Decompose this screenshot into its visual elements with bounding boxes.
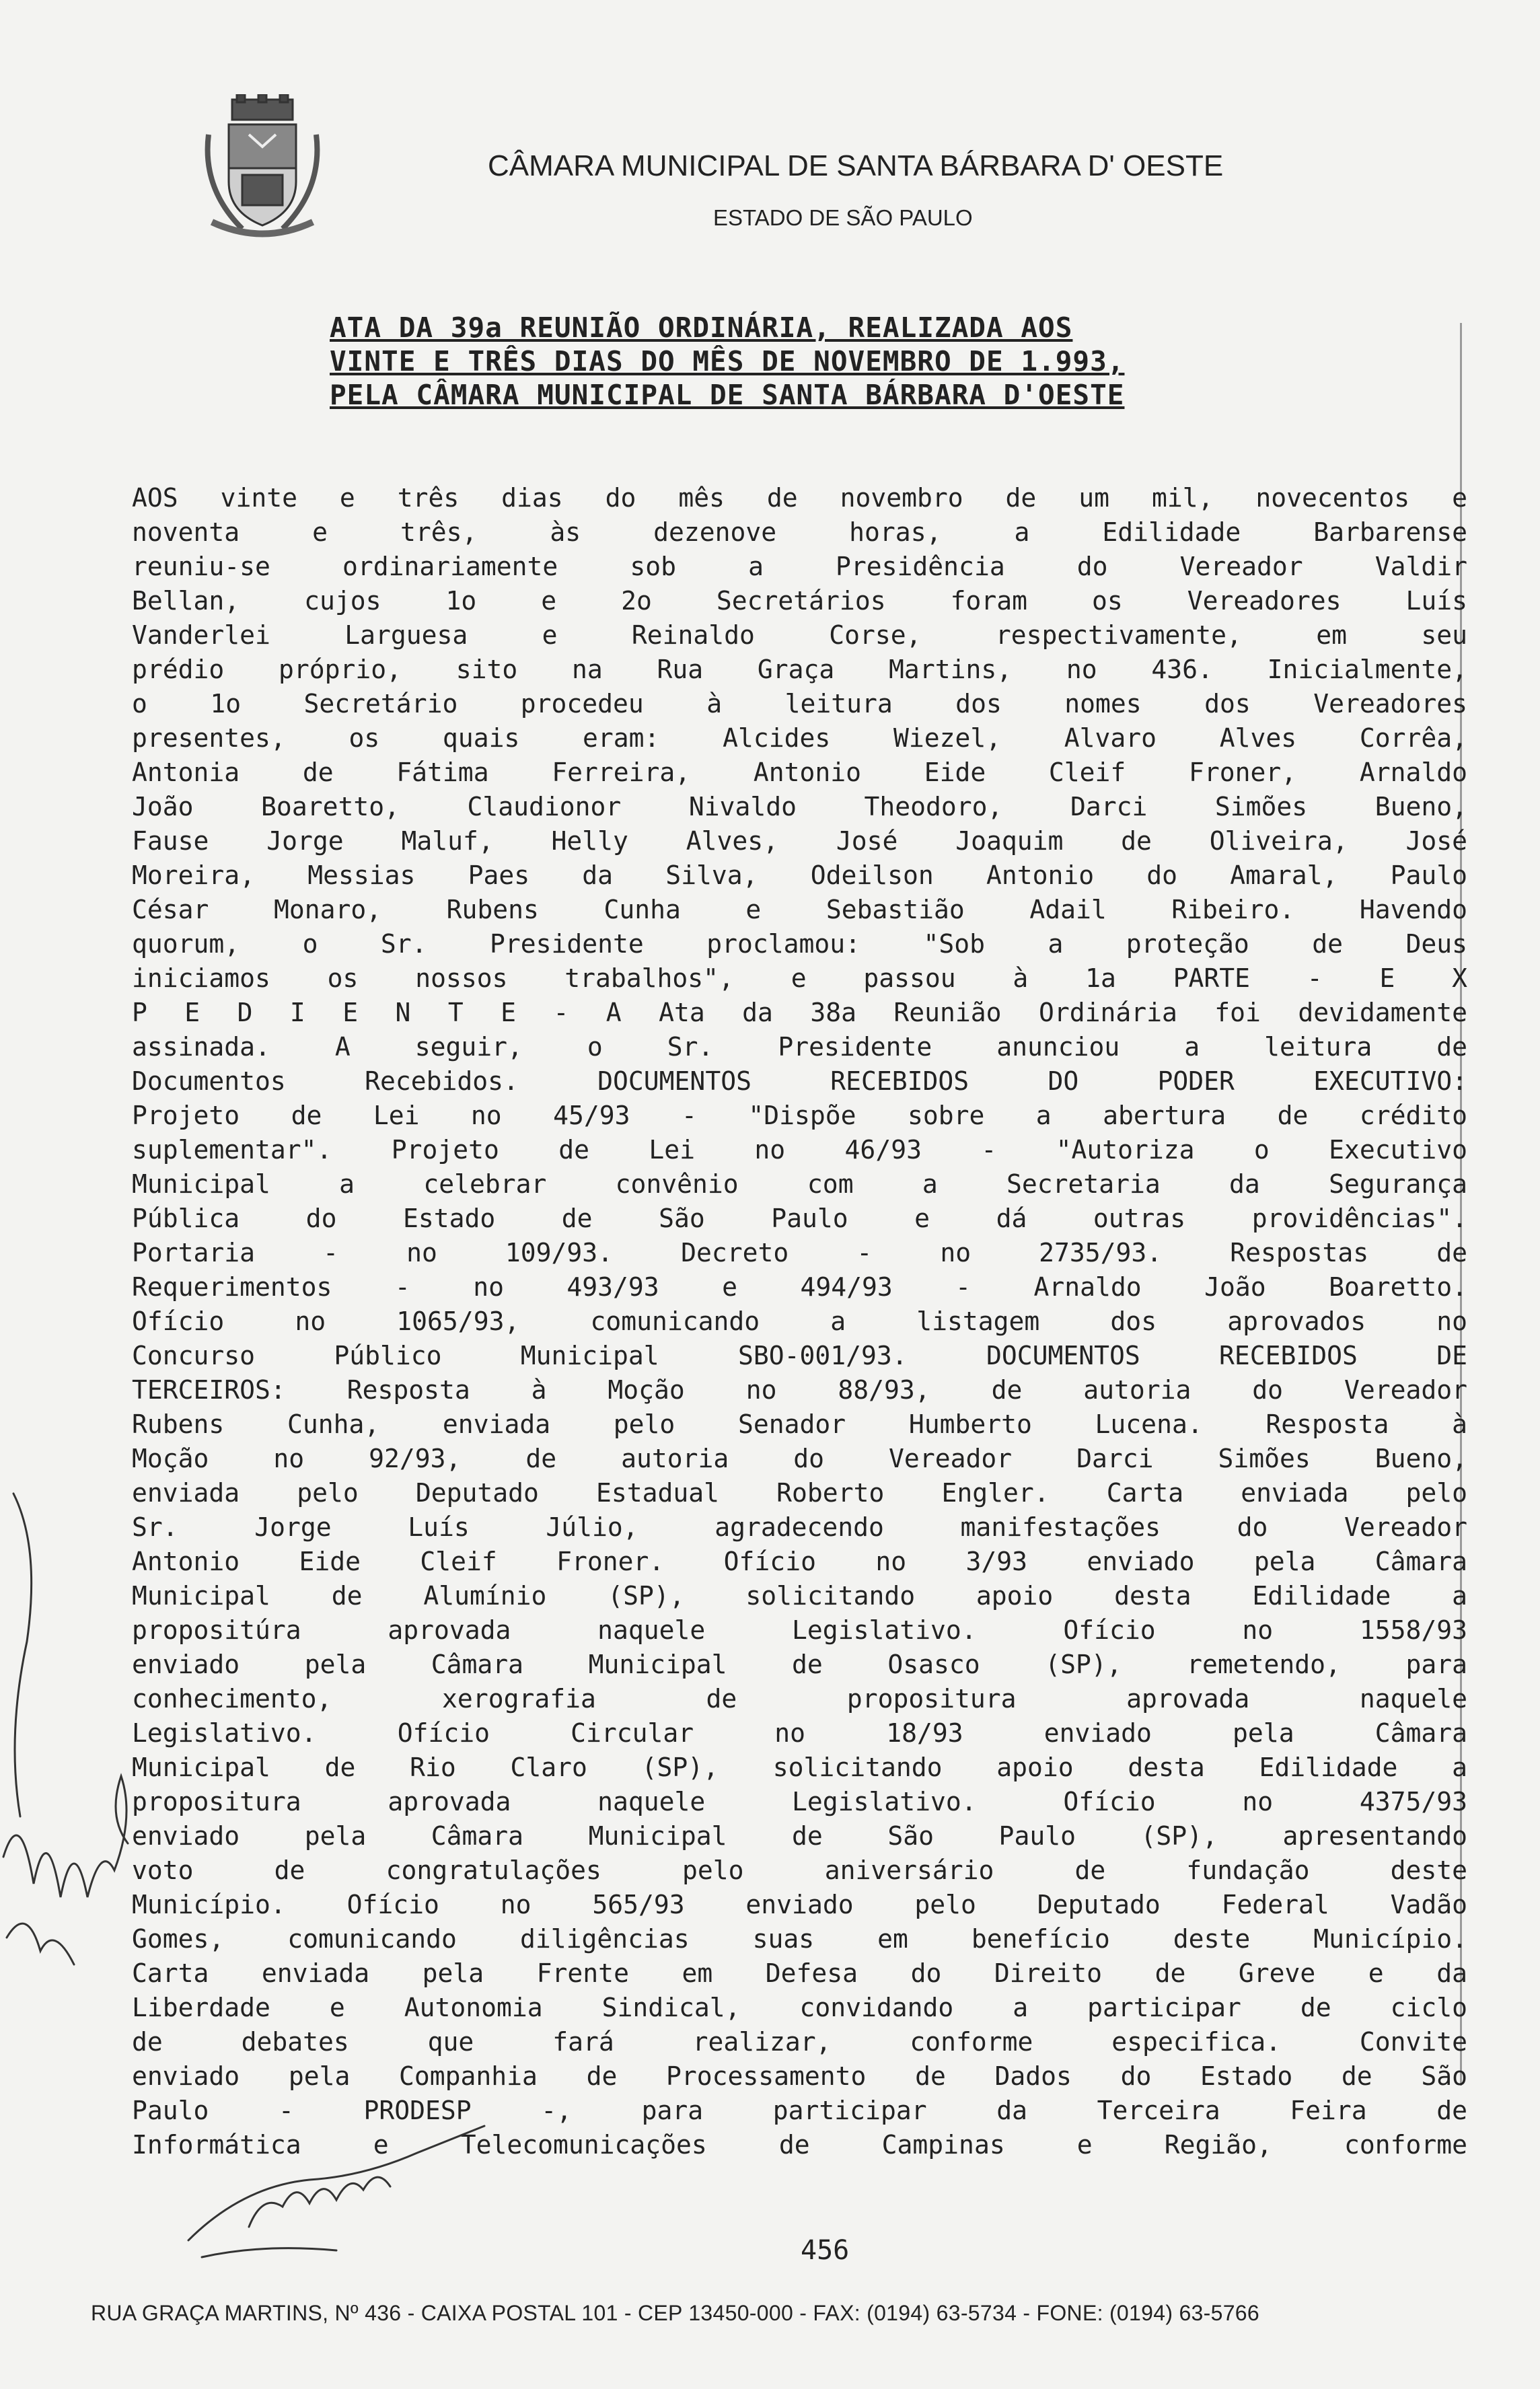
body-line: Legislativo. Ofício Circular no 18/93 enviado pela Câmara xyxy=(132,1718,1467,1748)
body-line: conhecimento, xerografia de propositura aprovada naquele xyxy=(132,1684,1467,1714)
body-line: TERCEIROS: Resposta à Moção no 88/93, de autoria do Vereador xyxy=(132,1375,1467,1405)
title-line: ATA DA 39a REUNIÃO ORDINÁRIA, REALIZADA AOS xyxy=(330,311,1073,344)
body-line: de debates que fará realizar, conforme especifica. Convite xyxy=(132,2027,1467,2057)
body-line: Municipal de Alumínio (SP), solicitando apoio desta Edilidade a xyxy=(132,1581,1467,1611)
body-line: propositúra aprovada naquele Legislativo. Ofício no 1558/93 xyxy=(132,1615,1467,1645)
body-line: propositura aprovada naquele Legislativo. Ofício no 4375/93 xyxy=(132,1787,1467,1816)
coat-of-arms-icon xyxy=(202,94,323,239)
document-body xyxy=(132,481,1467,2162)
header-subtitle: ESTADO DE SÃO PAULO xyxy=(713,205,973,230)
body-line: assinada. A seguir, o Sr. Presidente anunciou a leitura de xyxy=(132,1032,1467,1062)
body-line: João Boaretto, Claudionor Nivaldo Theodoro, Darci Simões Bueno, xyxy=(132,792,1467,821)
header-title: CÂMARA MUNICIPAL DE SANTA BÁRBARA D' OESTE xyxy=(488,149,1224,182)
body-line: noventa e três, às dezenove horas, a Edilidade Barbarense xyxy=(132,517,1467,547)
body-line: Antonio Eide Cleif Froner. Ofício no 3/93 enviado pela Câmara xyxy=(132,1547,1467,1576)
body-line: Paulo - PRODESP -, para participar da Terceira Feira de xyxy=(132,2096,1467,2125)
body-line: Gomes, comunicando diligências suas em benefício deste Município. xyxy=(132,1924,1467,1954)
page-number: 456 xyxy=(801,2235,850,2266)
signature-left xyxy=(0,1467,155,2005)
body-line: o 1o Secretário procedeu à leitura dos nomes dos Vereadores xyxy=(132,689,1467,719)
title-line: VINTE E TRÊS DIAS DO MÊS DE NOVEMBRO DE 1.993, xyxy=(330,345,1125,377)
body-line: Portaria - no 109/93. Decreto - no 2735/93. Respostas de xyxy=(132,1238,1467,1267)
body-line: enviado pela Câmara Municipal de Osasco (SP), remetendo, para xyxy=(132,1650,1467,1679)
body-line: Moção no 92/93, de autoria do Vereador Darci Simões Bueno, xyxy=(132,1444,1467,1473)
body-line: presentes, os quais eram: Alcides Wiezel, Alvaro Alves Corrêa, xyxy=(132,723,1467,753)
body-line: Sr. Jorge Luís Júlio, agradecendo manifestações do Vereador xyxy=(132,1512,1467,1542)
title-line: PELA CÂMARA MUNICIPAL DE SANTA BÁRBARA D'OESTE xyxy=(330,379,1125,411)
body-line: P E D I E N T E - A Ata da 38a Reunião Ordinária foi devidamente xyxy=(132,998,1467,1027)
body-line: Documentos Recebidos. DOCUMENTOS RECEBIDOS DO PODER EXECUTIVO: xyxy=(132,1066,1467,1096)
footer-address: RUA GRAÇA MARTINS, Nº 436 - CAIXA POSTAL 101 - CEP 13450-000 - FAX: (0194) 63-5734 - FONE: (0194) 63-5766 xyxy=(91,2301,1259,2325)
signature-bottom xyxy=(161,2112,498,2267)
body-line: Rubens Cunha, enviada pelo Senador Humberto Lucena. Resposta à xyxy=(132,1409,1467,1439)
body-line: Fause Jorge Maluf, Helly Alves, José Joaquim de Oliveira, José xyxy=(132,826,1467,856)
document-title xyxy=(330,311,1272,412)
body-line: enviado pela Câmara Municipal de São Paulo (SP), apresentando xyxy=(132,1821,1467,1851)
body-line: enviado pela Companhia de Processamento de Dados do Estado de São xyxy=(132,2061,1467,2091)
body-line: Liberdade e Autonomia Sindical, convidando a participar de ciclo xyxy=(132,1993,1467,2022)
body-line: Antonia de Fátima Ferreira, Antonio Eide Cleif Froner, Arnaldo xyxy=(132,758,1467,787)
body-line: Bellan, cujos 1o e 2o Secretários foram os Vereadores Luís xyxy=(132,586,1467,616)
body-line: voto de congratulações pelo aniversário de fundação deste xyxy=(132,1855,1467,1885)
body-line: Projeto de Lei no 45/93 - "Dispõe sobre a abertura de crédito xyxy=(132,1101,1467,1130)
body-line: Ofício no 1065/93, comunicando a listagem dos aprovados no xyxy=(132,1307,1467,1336)
body-line: Informática e Telecomunicações de Campinas e Região, conforme xyxy=(132,2130,1467,2160)
body-line: Moreira, Messias Paes da Silva, Odeilson Antonio do Amaral, Paulo xyxy=(132,860,1467,890)
body-line: Requerimentos - no 493/93 e 494/93 - Arnaldo João Boaretto. xyxy=(132,1272,1467,1302)
body-line: iniciamos os nossos trabalhos", e passou à 1a PARTE - E X xyxy=(132,963,1467,993)
body-line: César Monaro, Rubens Cunha e Sebastião Adail Ribeiro. Havendo xyxy=(132,895,1467,924)
body-line: Pública do Estado de São Paulo e dá outras providências". xyxy=(132,1204,1467,1233)
body-line: AOS vinte e três dias do mês de novembro de um mil, novecentos e xyxy=(132,483,1467,513)
body-line: Concurso Público Municipal SBO-001/93. DOCUMENTOS RECEBIDOS DE xyxy=(132,1341,1467,1370)
body-line: Municipal de Rio Claro (SP), solicitando apoio desta Edilidade a xyxy=(132,1753,1467,1782)
body-line: quorum, o Sr. Presidente proclamou: "Sob a proteção de Deus xyxy=(132,929,1467,959)
body-line: suplementar". Projeto de Lei no 46/93 - "Autoriza o Executivo xyxy=(132,1135,1467,1165)
body-line: prédio próprio, sito na Rua Graça Martins, no 436. Inicialmente, xyxy=(132,655,1467,684)
body-line: enviada pelo Deputado Estadual Roberto Engler. Carta enviada pelo xyxy=(132,1478,1467,1508)
body-line: Município. Ofício no 565/93 enviado pelo Deputado Federal Vadão xyxy=(132,1890,1467,1919)
body-line: Carta enviada pela Frente em Defesa do Direito de Greve e da xyxy=(132,1958,1467,1988)
body-line: Vanderlei Larguesa e Reinaldo Corse, respectivamente, em seu xyxy=(132,620,1467,650)
body-line: Municipal a celebrar convênio com a Secretaria da Segurança xyxy=(132,1169,1467,1199)
body-line: reuniu-se ordinariamente sob a Presidência do Vereador Valdir xyxy=(132,552,1467,581)
